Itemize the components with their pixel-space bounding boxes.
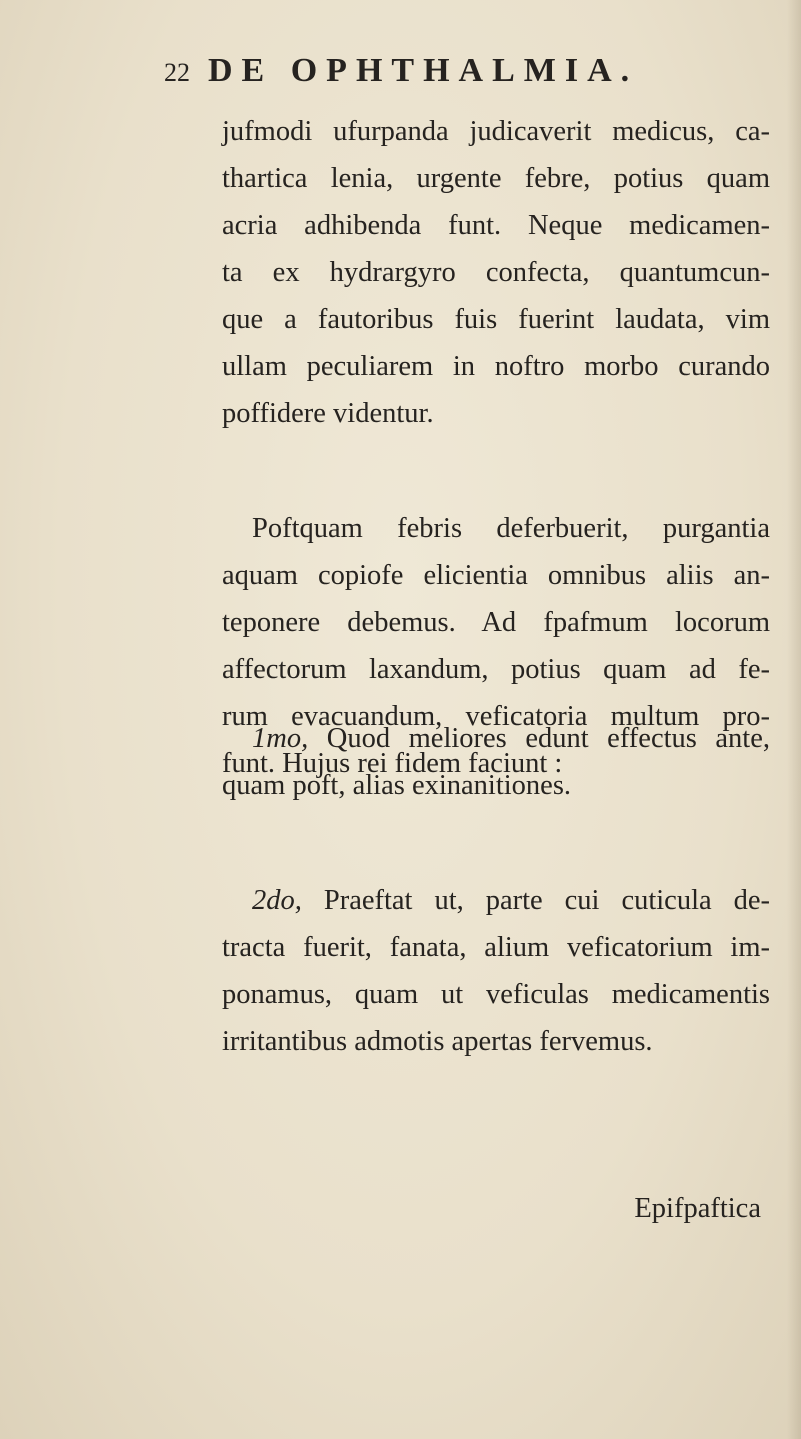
text-line: jufmodi ufurpanda judicaverit medicus, ca- — [222, 116, 770, 147]
text-line: que a fautoribus fuis fuerint laudata, vim — [222, 304, 770, 335]
text-line: aquam copiofe elicientia omnibus aliis an- — [222, 560, 770, 591]
text-line: rum evacuandum, veficatoria multum pro- — [222, 701, 770, 732]
catchword: Epifpaftica — [634, 1193, 761, 1224]
text-line: ta ex hydrargyro confecta, quantumcun- — [222, 257, 770, 288]
text-line: Poftquam febris deferbuerit, purgantia — [252, 513, 770, 544]
text-line: poffidere videntur. — [222, 398, 434, 429]
text-line: acria adhibenda funt. Neque medicamen- — [222, 210, 770, 241]
text-line: funt. Hujus rei fidem faciunt : — [222, 748, 563, 779]
text-line: ponamus, quam ut veficulas medicamentis — [222, 979, 770, 1010]
text-line: teponere debemus. Ad fpafmum locorum — [222, 607, 770, 638]
ordinal-label: 1mo, — [252, 723, 309, 754]
paragraph-3 — [222, 715, 770, 809]
running-head — [164, 52, 638, 96]
text-line: ullam peculiarem in noftro morbo curando — [222, 351, 770, 382]
text-line: tracta fuerit, fanata, alium veficatorium im- — [222, 932, 770, 963]
page-number: 22 — [164, 58, 190, 87]
running-title: DE OPHTHALMIA. — [208, 52, 639, 89]
ordinal-label: 2do, — [252, 885, 302, 916]
paragraph-1 — [222, 108, 770, 437]
text-fragment: Praeftat ut, parte cui cuticula de- — [323, 885, 771, 916]
text-line: quam poft, alias exinanitiones. — [222, 770, 572, 801]
paragraph-4 — [222, 877, 770, 1065]
text-fragment: Quod meliores edunt effectus ante, — [326, 723, 770, 754]
text-line — [222, 877, 770, 924]
page-edge-shadow — [787, 0, 801, 1439]
text-line: irritantibus admotis apertas fervemus. — [222, 1026, 653, 1057]
text-line — [222, 715, 770, 762]
text-line: affectorum laxandum, potius quam ad fe- — [222, 654, 770, 685]
text-line: thartica lenia, urgente febre, potius quam — [222, 163, 770, 194]
